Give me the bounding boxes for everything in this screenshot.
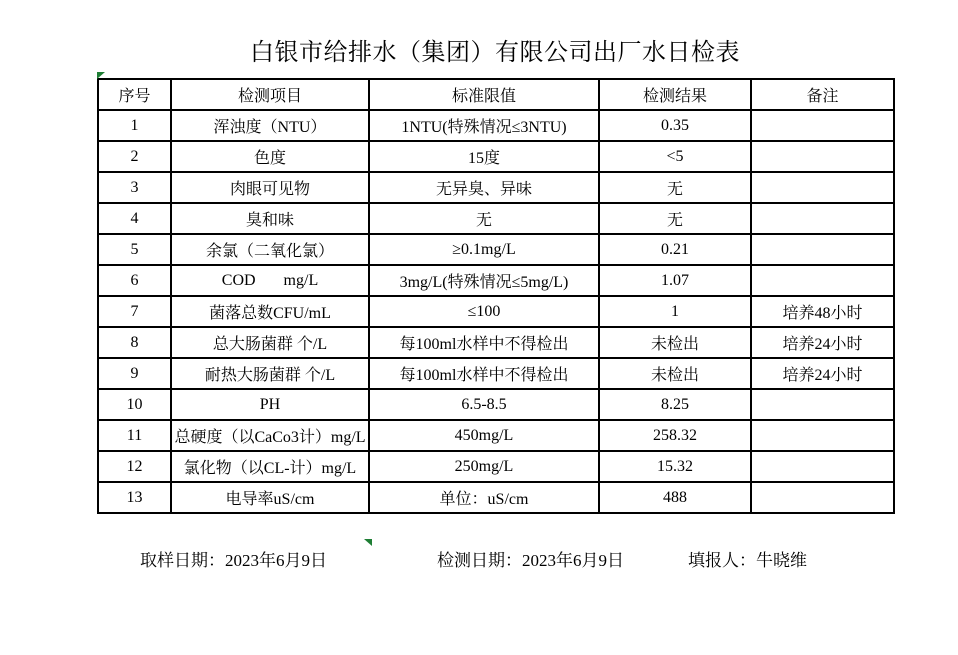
item-cell: PH (171, 389, 369, 420)
item-cell: 总大肠菌群 个/L (171, 327, 369, 358)
table-row (98, 389, 894, 420)
limit-cell: 6.5-8.5 (369, 389, 599, 420)
no-cell: 10 (98, 389, 171, 420)
result-cell: 1 (599, 296, 751, 327)
item-cell: 余氯（二氧化氯） (171, 234, 369, 265)
table-row (98, 451, 894, 482)
item-cell: 臭和味 (171, 203, 369, 234)
item-cell: 肉眼可见物 (171, 172, 369, 203)
limit-cell: 1NTU(特殊情况≤3NTU) (369, 110, 599, 141)
column-header-no: 序号 (98, 79, 171, 110)
table-row (98, 420, 894, 451)
item-cell: 色度 (171, 141, 369, 172)
limit-cell: 无异臭、异味 (369, 172, 599, 203)
table-row (98, 327, 894, 358)
table-row (98, 110, 894, 141)
no-cell: 4 (98, 203, 171, 234)
result-cell: 15.32 (599, 451, 751, 482)
remark-cell: 培养24小时 (751, 327, 894, 358)
result-cell: 未检出 (599, 358, 751, 389)
limit-cell: ≥0.1mg/L (369, 234, 599, 265)
limit-cell: 每100ml水样中不得检出 (369, 327, 599, 358)
limit-cell: 250mg/L (369, 451, 599, 482)
item-cell: 菌落总数CFU/mL (171, 296, 369, 327)
table-row (98, 141, 894, 172)
no-cell: 3 (98, 172, 171, 203)
result-cell: 无 (599, 203, 751, 234)
limit-cell: 15度 (369, 141, 599, 172)
remark-cell (751, 451, 894, 482)
no-cell: 5 (98, 234, 171, 265)
table-row (98, 265, 894, 296)
remark-cell: 培养48小时 (751, 296, 894, 327)
test-date-label: 检测日期：2023年6月9日 (437, 551, 624, 570)
footer (0, 546, 958, 570)
reporter-label: 填报人：牛晓维 (688, 551, 807, 570)
result-cell: 488 (599, 482, 751, 513)
no-cell: 12 (98, 451, 171, 482)
remark-cell (751, 482, 894, 513)
item-cell: COD mg/L (171, 265, 369, 296)
column-header-limit: 标准限值 (369, 79, 599, 110)
table-row (98, 234, 894, 265)
no-cell: 11 (98, 420, 171, 451)
no-cell: 2 (98, 141, 171, 172)
column-header-remark: 备注 (751, 79, 894, 110)
remark-cell (751, 265, 894, 296)
limit-cell: ≤100 (369, 296, 599, 327)
result-cell: <5 (599, 141, 751, 172)
result-cell: 0.21 (599, 234, 751, 265)
result-cell: 258.32 (599, 420, 751, 451)
no-cell: 9 (98, 358, 171, 389)
table-row (98, 296, 894, 327)
limit-cell: 450mg/L (369, 420, 599, 451)
result-cell: 1.07 (599, 265, 751, 296)
limit-cell: 单位：uS/cm (369, 482, 599, 513)
no-cell: 7 (98, 296, 171, 327)
no-cell: 1 (98, 110, 171, 141)
table-header-row (98, 79, 894, 110)
column-header-result: 检测结果 (599, 79, 751, 110)
inspection-table (97, 78, 895, 514)
remark-cell (751, 172, 894, 203)
item-cell: 氯化物（以CL-计）mg/L (171, 451, 369, 482)
table-row (98, 172, 894, 203)
page-title: 白银市给排水（集团）有限公司出厂水日检表 (250, 40, 740, 66)
remark-cell (751, 420, 894, 451)
item-cell: 电导率uS/cm (171, 482, 369, 513)
limit-cell: 每100ml水样中不得检出 (369, 358, 599, 389)
item-cell: 浑浊度（NTU） (171, 110, 369, 141)
no-cell: 6 (98, 265, 171, 296)
result-cell: 未检出 (599, 327, 751, 358)
table-row (98, 482, 894, 513)
column-header-item: 检测项目 (171, 79, 369, 110)
remark-cell (751, 141, 894, 172)
sampling-date-label: 取样日期：2023年6月9日 (140, 551, 327, 570)
no-cell: 13 (98, 482, 171, 513)
limit-cell: 3mg/L(特殊情况≤5mg/L) (369, 265, 599, 296)
remark-cell (751, 110, 894, 141)
result-cell: 0.35 (599, 110, 751, 141)
item-cell: 总硬度（以CaCo3计）mg/L (171, 420, 369, 451)
table-row (98, 203, 894, 234)
green-triangle-marker-bottom (364, 539, 372, 546)
item-cell: 耐热大肠菌群 个/L (171, 358, 369, 389)
table-row (98, 358, 894, 389)
remark-cell (751, 203, 894, 234)
result-cell: 8.25 (599, 389, 751, 420)
remark-cell (751, 234, 894, 265)
result-cell: 无 (599, 172, 751, 203)
remark-cell (751, 389, 894, 420)
no-cell: 8 (98, 327, 171, 358)
remark-cell: 培养24小时 (751, 358, 894, 389)
limit-cell: 无 (369, 203, 599, 234)
